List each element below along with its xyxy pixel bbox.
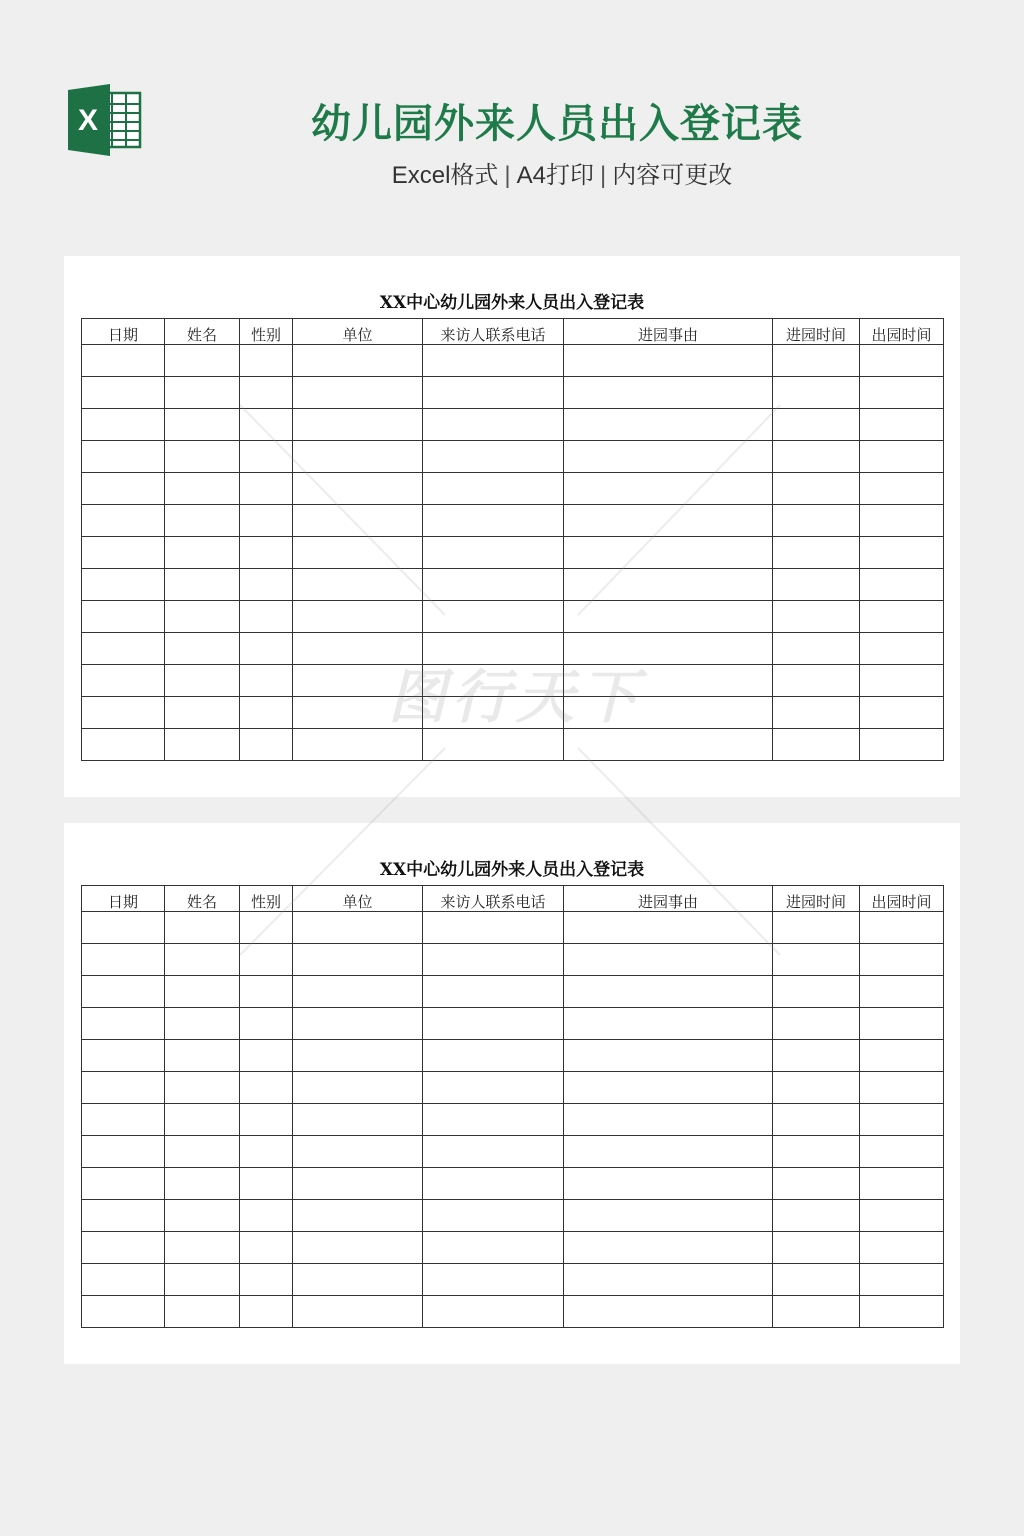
- table-cell[interactable]: [860, 1296, 944, 1328]
- table-row: [82, 1296, 944, 1328]
- table-row: [82, 1104, 944, 1136]
- table-cell[interactable]: [293, 1232, 423, 1264]
- table-cell[interactable]: [564, 1200, 773, 1232]
- table-cell[interactable]: [240, 1040, 293, 1072]
- table-cell[interactable]: [564, 473, 773, 505]
- form-sheet: [64, 823, 960, 1364]
- table-cell[interactable]: [240, 976, 293, 1008]
- table-cell[interactable]: [293, 944, 423, 976]
- column-header-entry-time: 进园时间: [773, 319, 860, 345]
- table-row: [82, 944, 944, 976]
- table-cell[interactable]: [165, 1008, 240, 1040]
- table-cell[interactable]: [860, 601, 944, 633]
- sheet-title: XX中心幼儿园外来人员出入登记表: [379, 293, 645, 313]
- table-cell[interactable]: [293, 1264, 423, 1296]
- table-cell[interactable]: [240, 944, 293, 976]
- table-cell[interactable]: [293, 697, 423, 729]
- table-cell[interactable]: [423, 1136, 564, 1168]
- table-cell[interactable]: [240, 1104, 293, 1136]
- table-cell[interactable]: [860, 976, 944, 1008]
- table-cell[interactable]: [82, 976, 165, 1008]
- table-cell[interactable]: [82, 537, 165, 569]
- table-cell[interactable]: [423, 944, 564, 976]
- table-cell[interactable]: [82, 1136, 165, 1168]
- table-cell[interactable]: [165, 1104, 240, 1136]
- table-cell[interactable]: [564, 505, 773, 537]
- table-cell[interactable]: [82, 697, 165, 729]
- table-cell[interactable]: [423, 1200, 564, 1232]
- table-row: [82, 537, 944, 569]
- table-cell[interactable]: [165, 601, 240, 633]
- table-cell[interactable]: [82, 1104, 165, 1136]
- table-cell[interactable]: [82, 441, 165, 473]
- table-cell[interactable]: [165, 1136, 240, 1168]
- table-cell[interactable]: [165, 1264, 240, 1296]
- table-cell[interactable]: [423, 345, 564, 377]
- table-cell[interactable]: [293, 1200, 423, 1232]
- table-cell[interactable]: [165, 697, 240, 729]
- table-cell[interactable]: [773, 1296, 860, 1328]
- table-cell[interactable]: [165, 1040, 240, 1072]
- table-cell[interactable]: [773, 944, 860, 976]
- table-cell[interactable]: [165, 1168, 240, 1200]
- table-cell[interactable]: [564, 729, 773, 761]
- table-cell[interactable]: [293, 441, 423, 473]
- subtitle-format: Excel格式: [391, 162, 499, 189]
- table-cell[interactable]: [82, 912, 165, 944]
- table-cell[interactable]: [165, 569, 240, 601]
- table-cell[interactable]: [240, 345, 293, 377]
- table-cell[interactable]: [165, 409, 240, 441]
- table-cell[interactable]: [293, 377, 423, 409]
- table-cell[interactable]: [293, 1072, 423, 1104]
- table-cell[interactable]: [860, 944, 944, 976]
- table-cell[interactable]: [860, 1104, 944, 1136]
- table-cell[interactable]: [773, 1008, 860, 1040]
- table-cell[interactable]: [423, 697, 564, 729]
- table-cell[interactable]: [564, 377, 773, 409]
- column-header-name: 姓名: [165, 319, 240, 345]
- table-cell[interactable]: [860, 441, 944, 473]
- table-cell[interactable]: [773, 1104, 860, 1136]
- table-row: [82, 665, 944, 697]
- table-cell[interactable]: [165, 912, 240, 944]
- table-cell[interactable]: [860, 569, 944, 601]
- table-cell[interactable]: [293, 1136, 423, 1168]
- column-header-visitor-phone: 来访人联系电话: [423, 319, 564, 345]
- table-cell[interactable]: [423, 569, 564, 601]
- table-cell[interactable]: [564, 1264, 773, 1296]
- table-cell[interactable]: [165, 665, 240, 697]
- table-cell[interactable]: [773, 976, 860, 1008]
- subtitle-editable: 内容可更改: [612, 162, 733, 189]
- table-cell[interactable]: [773, 601, 860, 633]
- table-cell[interactable]: [773, 633, 860, 665]
- table-cell[interactable]: [82, 1040, 165, 1072]
- table-cell[interactable]: [773, 537, 860, 569]
- column-header-gender: 性别: [240, 319, 293, 345]
- table-cell[interactable]: [293, 665, 423, 697]
- table-cell[interactable]: [293, 505, 423, 537]
- table-row: [82, 1232, 944, 1264]
- sheet-title: XX中心幼儿园外来人员出入登记表: [379, 860, 645, 880]
- table-cell[interactable]: [165, 505, 240, 537]
- table-cell[interactable]: [293, 976, 423, 1008]
- table-row: [82, 473, 944, 505]
- table-cell[interactable]: [860, 409, 944, 441]
- table-cell[interactable]: [423, 1040, 564, 1072]
- form-sheet: [64, 256, 960, 797]
- table-cell[interactable]: [773, 377, 860, 409]
- table-cell[interactable]: [773, 729, 860, 761]
- table-cell[interactable]: [423, 601, 564, 633]
- column-header-visit-reason: 进园事由: [564, 886, 773, 912]
- table-row: [82, 441, 944, 473]
- table-row: [82, 729, 944, 761]
- table-cell[interactable]: [293, 912, 423, 944]
- table-cell[interactable]: [564, 633, 773, 665]
- column-header-organization: 单位: [293, 886, 423, 912]
- table-cell[interactable]: [240, 1168, 293, 1200]
- table-cell[interactable]: [564, 976, 773, 1008]
- table-cell[interactable]: [564, 409, 773, 441]
- table-cell[interactable]: [423, 976, 564, 1008]
- table-cell[interactable]: [773, 1200, 860, 1232]
- table-cell[interactable]: [564, 537, 773, 569]
- table-cell[interactable]: [293, 409, 423, 441]
- column-header-date: 日期: [82, 886, 165, 912]
- table-header-row: [82, 886, 944, 912]
- table-cell[interactable]: [293, 1104, 423, 1136]
- table-cell[interactable]: [423, 1168, 564, 1200]
- table-cell[interactable]: [165, 345, 240, 377]
- table-row: [82, 1136, 944, 1168]
- table-cell[interactable]: [773, 569, 860, 601]
- table-cell[interactable]: [165, 1296, 240, 1328]
- table-cell[interactable]: [82, 345, 165, 377]
- column-header-organization: 单位: [293, 319, 423, 345]
- table-cell[interactable]: [240, 1232, 293, 1264]
- table-cell[interactable]: [564, 441, 773, 473]
- table-cell[interactable]: [240, 1008, 293, 1040]
- table-cell[interactable]: [860, 1136, 944, 1168]
- table-cell[interactable]: [773, 1232, 860, 1264]
- table-cell[interactable]: [240, 377, 293, 409]
- table-row: [82, 569, 944, 601]
- table-cell[interactable]: [82, 1200, 165, 1232]
- table-cell[interactable]: [564, 1072, 773, 1104]
- table-cell[interactable]: [860, 505, 944, 537]
- column-header-visitor-phone: 来访人联系电话: [423, 886, 564, 912]
- table-cell[interactable]: [564, 345, 773, 377]
- table-cell[interactable]: [82, 665, 165, 697]
- table-cell[interactable]: [423, 729, 564, 761]
- table-cell[interactable]: [82, 377, 165, 409]
- table-cell[interactable]: [82, 1072, 165, 1104]
- table-row: [82, 1264, 944, 1296]
- table-cell[interactable]: [860, 345, 944, 377]
- table-cell[interactable]: [82, 944, 165, 976]
- table-cell[interactable]: [860, 473, 944, 505]
- table-row: [82, 1072, 944, 1104]
- table-row: [82, 912, 944, 944]
- table-cell[interactable]: [240, 1200, 293, 1232]
- table-cell[interactable]: [860, 1232, 944, 1264]
- table-cell[interactable]: [773, 345, 860, 377]
- table-row: [82, 1040, 944, 1072]
- table-cell[interactable]: [165, 1232, 240, 1264]
- table-cell[interactable]: [293, 1008, 423, 1040]
- table-cell[interactable]: [240, 633, 293, 665]
- table-cell[interactable]: [423, 537, 564, 569]
- table-cell[interactable]: [240, 1296, 293, 1328]
- table-cell[interactable]: [165, 633, 240, 665]
- excel-icon-letter: X: [77, 104, 99, 137]
- table-cell[interactable]: [860, 377, 944, 409]
- column-header-date: 日期: [82, 319, 165, 345]
- table-cell[interactable]: [773, 1072, 860, 1104]
- table-cell[interactable]: [82, 729, 165, 761]
- table-row: [82, 1200, 944, 1232]
- table-cell[interactable]: [564, 569, 773, 601]
- table-cell[interactable]: [240, 569, 293, 601]
- table-cell[interactable]: [240, 665, 293, 697]
- table-cell[interactable]: [860, 697, 944, 729]
- table-cell[interactable]: [773, 697, 860, 729]
- table-cell[interactable]: [165, 537, 240, 569]
- table-cell[interactable]: [240, 473, 293, 505]
- table-cell[interactable]: [293, 601, 423, 633]
- table-cell[interactable]: [240, 1136, 293, 1168]
- table-cell[interactable]: [564, 1040, 773, 1072]
- table-cell[interactable]: [165, 377, 240, 409]
- table-cell[interactable]: [773, 1168, 860, 1200]
- table-header-row: [82, 319, 944, 345]
- table-row: [82, 1168, 944, 1200]
- table-cell[interactable]: [773, 665, 860, 697]
- table-cell[interactable]: [423, 665, 564, 697]
- table-cell[interactable]: [860, 537, 944, 569]
- table-cell[interactable]: [82, 1232, 165, 1264]
- table-cell[interactable]: [423, 1296, 564, 1328]
- table-cell[interactable]: [423, 409, 564, 441]
- registration-table: [81, 318, 944, 761]
- table-cell[interactable]: [293, 537, 423, 569]
- table-cell[interactable]: [293, 1040, 423, 1072]
- table-cell[interactable]: [773, 1040, 860, 1072]
- table-cell[interactable]: [773, 441, 860, 473]
- table-cell[interactable]: [860, 729, 944, 761]
- table-cell[interactable]: [773, 505, 860, 537]
- table-row: [82, 1008, 944, 1040]
- table-cell[interactable]: [82, 505, 165, 537]
- header: [0, 0, 1024, 230]
- table-row: [82, 976, 944, 1008]
- table-cell[interactable]: [423, 505, 564, 537]
- table-cell[interactable]: [165, 473, 240, 505]
- table-cell[interactable]: [860, 1264, 944, 1296]
- table-cell[interactable]: [293, 729, 423, 761]
- table-cell[interactable]: [423, 1104, 564, 1136]
- table-cell[interactable]: [423, 1232, 564, 1264]
- table-cell[interactable]: [165, 1200, 240, 1232]
- table-cell[interactable]: [860, 1200, 944, 1232]
- table-cell[interactable]: [293, 569, 423, 601]
- table-cell[interactable]: [82, 569, 165, 601]
- table-cell[interactable]: [423, 1264, 564, 1296]
- table-cell[interactable]: [82, 601, 165, 633]
- table-cell[interactable]: [293, 1296, 423, 1328]
- table-cell[interactable]: [564, 1296, 773, 1328]
- table-cell[interactable]: [564, 1136, 773, 1168]
- table-cell[interactable]: [860, 1040, 944, 1072]
- table-cell[interactable]: [860, 1168, 944, 1200]
- table-cell[interactable]: [240, 537, 293, 569]
- subtitle-separator: |: [600, 162, 607, 189]
- table-cell[interactable]: [240, 1264, 293, 1296]
- table-cell[interactable]: [423, 441, 564, 473]
- table-cell[interactable]: [860, 665, 944, 697]
- table-cell[interactable]: [293, 345, 423, 377]
- table-cell[interactable]: [82, 1264, 165, 1296]
- table-cell[interactable]: [293, 1168, 423, 1200]
- column-header-entry-time: 进园时间: [773, 886, 860, 912]
- table-cell[interactable]: [293, 473, 423, 505]
- table-cell[interactable]: [423, 633, 564, 665]
- table-cell[interactable]: [564, 1168, 773, 1200]
- table-cell[interactable]: [82, 1296, 165, 1328]
- table-cell[interactable]: [82, 409, 165, 441]
- table-cell[interactable]: [165, 441, 240, 473]
- column-header-visit-reason: 进园事由: [564, 319, 773, 345]
- table-row: [82, 345, 944, 377]
- column-header-name: 姓名: [165, 886, 240, 912]
- table-cell[interactable]: [564, 697, 773, 729]
- table-cell[interactable]: [773, 1264, 860, 1296]
- table-row: [82, 505, 944, 537]
- column-header-gender: 性别: [240, 886, 293, 912]
- table-row: [82, 697, 944, 729]
- table-cell[interactable]: [564, 912, 773, 944]
- table-cell[interactable]: [773, 912, 860, 944]
- table-cell[interactable]: [564, 1232, 773, 1264]
- registration-table: [81, 885, 944, 1328]
- table-cell[interactable]: [564, 665, 773, 697]
- table-cell[interactable]: [82, 1168, 165, 1200]
- table-cell[interactable]: [165, 944, 240, 976]
- table-cell[interactable]: [564, 1008, 773, 1040]
- table-cell[interactable]: [423, 912, 564, 944]
- table-cell[interactable]: [240, 601, 293, 633]
- table-cell[interactable]: [773, 409, 860, 441]
- table-cell[interactable]: [165, 729, 240, 761]
- table-cell[interactable]: [860, 912, 944, 944]
- table-row: [82, 633, 944, 665]
- table-cell[interactable]: [773, 1136, 860, 1168]
- table-cell[interactable]: [240, 505, 293, 537]
- table-cell[interactable]: [165, 1072, 240, 1104]
- table-cell[interactable]: [564, 1104, 773, 1136]
- table-cell[interactable]: [240, 441, 293, 473]
- table-cell[interactable]: [240, 729, 293, 761]
- subtitle-print: A4打印: [516, 162, 595, 189]
- table-cell[interactable]: [165, 976, 240, 1008]
- page-subtitle: [0, 155, 1024, 190]
- table-cell[interactable]: [423, 1072, 564, 1104]
- table-cell[interactable]: [773, 473, 860, 505]
- subtitle-separator: |: [504, 162, 511, 189]
- column-header-exit-time: 出园时间: [860, 886, 944, 912]
- table-cell[interactable]: [240, 1072, 293, 1104]
- table-cell[interactable]: [240, 697, 293, 729]
- table-row: [82, 377, 944, 409]
- table-cell[interactable]: [240, 409, 293, 441]
- table-cell[interactable]: [240, 912, 293, 944]
- table-cell[interactable]: [423, 473, 564, 505]
- table-cell[interactable]: [423, 1008, 564, 1040]
- table-cell[interactable]: [564, 944, 773, 976]
- column-header-exit-time: 出园时间: [860, 319, 944, 345]
- table-cell[interactable]: [860, 1072, 944, 1104]
- table-cell[interactable]: [82, 633, 165, 665]
- table-row: [82, 409, 944, 441]
- table-cell[interactable]: [423, 377, 564, 409]
- table-row: [82, 601, 944, 633]
- table-cell[interactable]: [293, 633, 423, 665]
- table-cell[interactable]: [82, 1008, 165, 1040]
- page-title: 幼儿园外来人员出入登记表: [311, 101, 803, 147]
- table-cell[interactable]: [564, 601, 773, 633]
- table-cell[interactable]: [82, 473, 165, 505]
- table-cell[interactable]: [860, 1008, 944, 1040]
- table-cell[interactable]: [860, 633, 944, 665]
